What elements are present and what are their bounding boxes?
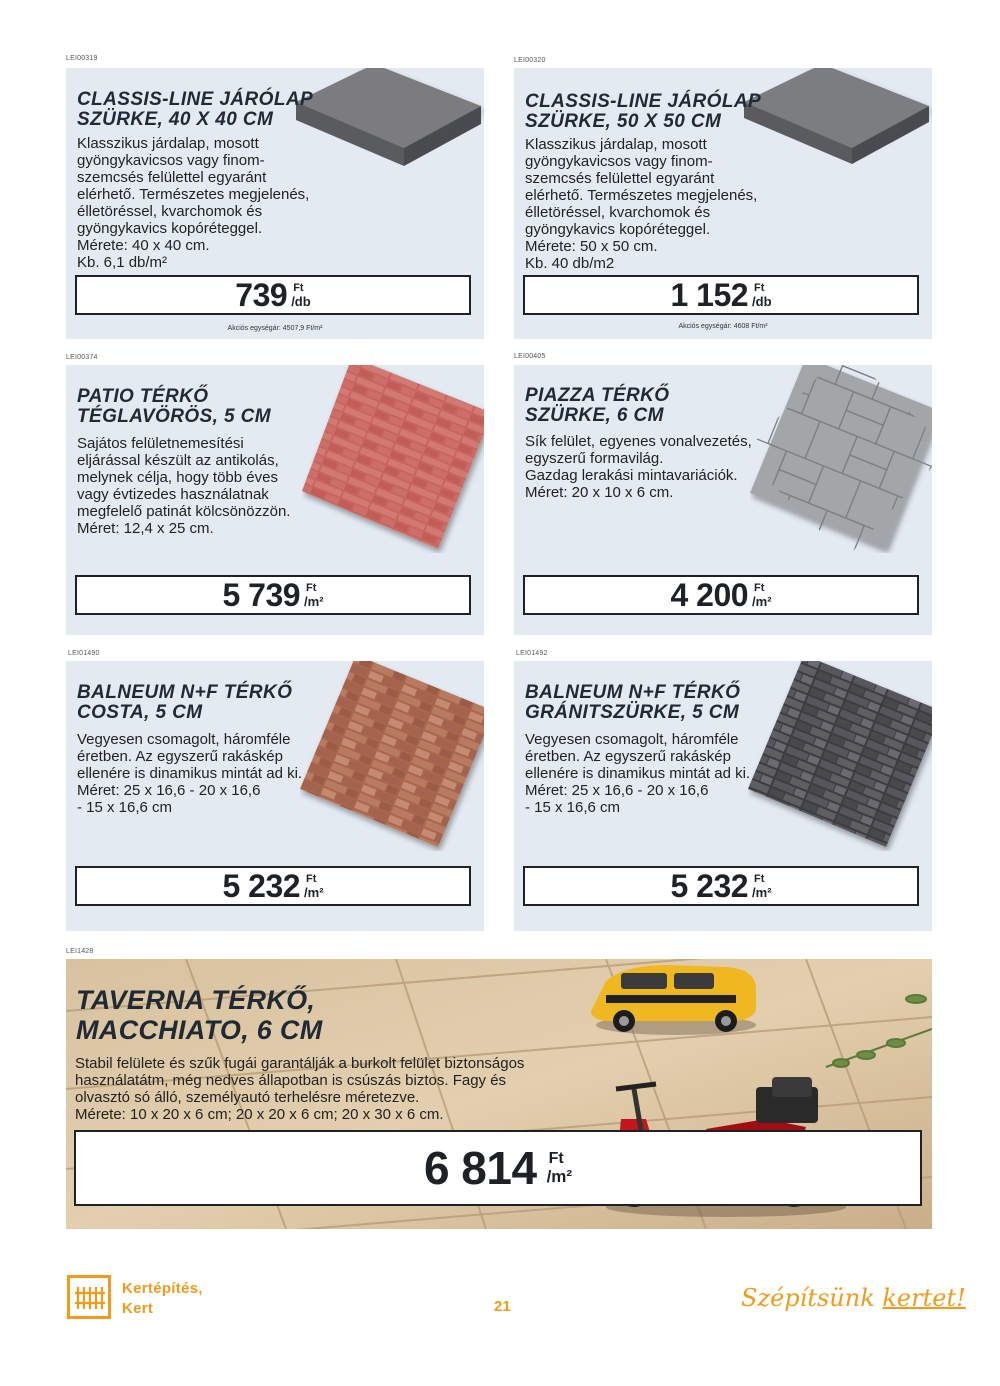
product-code: LEI01492 (516, 650, 548, 657)
product-description: Klasszikus járdalap, mosott gyöngykavicsos vagy finom- szemcsés felülettel egyaránt elérhető. Természetes megjelenés, élletöréssel, kvarchomok és gyöngykavics kopóréteggel. Mérete: 40 x 40 cm. Kb. 6,1 db/m² (77, 135, 310, 271)
fence-icon (67, 1275, 111, 1319)
product-description: Sík felület, egyenes vonalvezetés, egyszerű formavilág. Gazdag lerakási mintavariációk. Méret: 20 x 10 x 6 cm. (525, 433, 752, 501)
product-code: LEI00320 (514, 57, 546, 64)
grey-paver-image (750, 365, 932, 553)
product-description: Klasszikus járdalap, mosott gyöngykavicsos vagy finom- szemcsés felülettel egyaránt elérhető. Természetes megjelenés, élletöréssel, kvarchomok és gyöngykavics kopóréteggel. Mérete: 50 x 50 cm. Kb. 40 db/m2 (525, 136, 758, 272)
product-title: CLASSIS-LINE JÁRÓLAP SZÜRKE, 50 X 50 CM (525, 91, 762, 132)
price-currency: Ft (754, 582, 765, 594)
price-box (523, 275, 919, 315)
price-currency: Ft (754, 873, 765, 885)
unit-price-note: Akciós egységár: 4507,9 Ft/m² (227, 325, 323, 332)
product-code: LEI1428 (66, 948, 94, 955)
product-description: Vegyesen csomagolt, háromféle éretben. Az egyszerű rakáskép ellenére is dinamikus mintát ad ki. Méret: 25 x 16,6 - 20 x 16,6 - 15 x 16,6 cm (77, 731, 303, 816)
product-title: BALNEUM N+F TÉRKŐ GRÁNITSZÜRKE, 5 CM (525, 682, 741, 723)
footer-slogan (741, 1284, 966, 1312)
banner-description: Stabil felülete és szűk fugái garantálják a burkolt felület biztonságos használatátm, még nedves állapotban is csúszás biztos. Fagy és olvasztó só álló, személyautó terhelésre méretezve. Mérete: 10 x 20 x 6 cm; 20 x 20 x 6 cm; 20 x 30 x 6 cm. (75, 1055, 525, 1123)
price-value: 739 (235, 276, 288, 313)
product-title: PIAZZA TÉRKŐ SZÜRKE, 6 CM (525, 385, 670, 426)
product-code: LEI00319 (66, 55, 98, 62)
product-title: CLASSIS-LINE JÁRÓLAP SZÜRKE, 40 X 40 CM (77, 89, 314, 130)
price-currency: Ft (754, 282, 765, 294)
grey-slab-image (286, 68, 484, 212)
product-code: LEI01490 (68, 650, 100, 657)
price-value: 4 200 (670, 576, 749, 613)
slogan-text: Szépítsünk (741, 1284, 883, 1312)
price-unit: /m² (304, 885, 324, 900)
price-value: 5 739 (222, 576, 301, 613)
page-number: 21 (494, 1298, 511, 1315)
unit-price-note: Akciós egységár: 4608 Ft/m² (678, 323, 768, 330)
product-card (66, 661, 484, 931)
price-unit: /db (291, 294, 311, 309)
price-box (75, 866, 471, 906)
product-card (514, 365, 932, 635)
price-box (75, 575, 471, 615)
price-unit: /m² (752, 885, 772, 900)
price-box (523, 575, 919, 615)
banner-title: TAVERNA TÉRKŐ, MACCHIATO, 6 CM (76, 985, 323, 1045)
price-box (523, 866, 919, 906)
product-description: Sajátos felületnemesítési eljárással készült az antikolás, melynek célja, hogy több éves vagy évtizedes használatnak megfelelő patinát kölcsönözzön. Méret: 12,4 x 25 cm. (77, 435, 291, 537)
price-currency: Ft (548, 1150, 564, 1167)
product-card (66, 68, 484, 339)
price-value: 6 814 (423, 1142, 537, 1194)
costa-paver-image (300, 661, 484, 851)
product-code: LEI00405 (514, 353, 546, 360)
price-value: 1 152 (670, 276, 749, 313)
slogan-emphasis: kertet! (882, 1284, 966, 1312)
banner-price-box (74, 1130, 922, 1206)
price-currency: Ft (306, 582, 317, 594)
product-description: Vegyesen csomagolt, háromféle éretben. Az egyszerű rakáskép ellenére is dinamikus mintát ad ki. Méret: 25 x 16,6 - 20 x 16,6 - 15 x 16,6 cm (525, 731, 751, 816)
taverna-banner (66, 959, 932, 1229)
product-title: PATIO TÉRKŐ TÉGLAVÖRÖS, 5 CM (77, 386, 271, 427)
price-value: 5 232 (222, 867, 301, 904)
price-box (75, 275, 471, 315)
price-currency: Ft (306, 873, 317, 885)
granite-grey-paver-image (748, 661, 932, 851)
price-currency: Ft (293, 282, 304, 294)
price-unit: /db (752, 294, 772, 309)
price-unit: /m² (304, 594, 324, 609)
grey-slab-image (734, 68, 932, 212)
product-card (514, 661, 932, 931)
product-card (66, 365, 484, 635)
product-title: BALNEUM N+F TÉRKŐ COSTA, 5 CM (77, 682, 293, 723)
price-value: 5 232 (670, 867, 749, 904)
price-unit: /m² (546, 1167, 573, 1186)
red-brick-paver-image (302, 365, 484, 553)
product-code: LEI00374 (66, 354, 98, 361)
price-unit: /m² (752, 594, 772, 609)
product-card (514, 68, 932, 339)
footer-category: Kertépítés, Kert (122, 1280, 203, 1317)
